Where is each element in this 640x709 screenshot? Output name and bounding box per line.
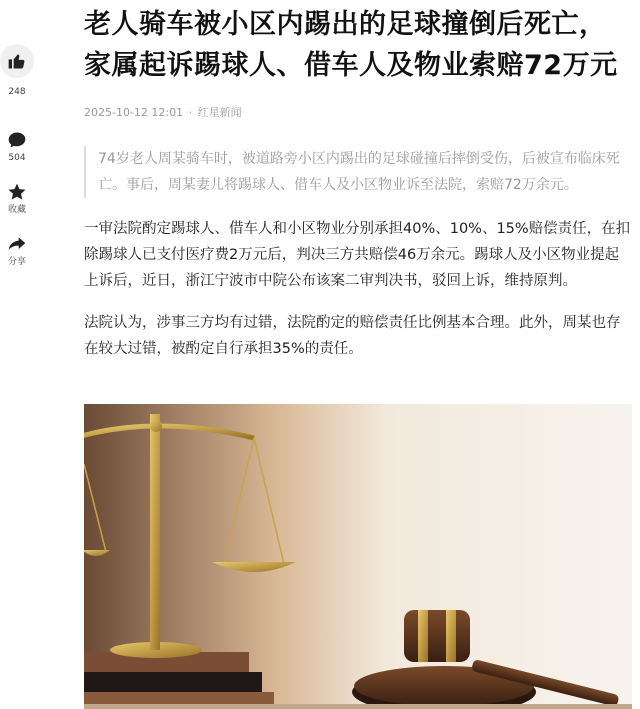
like-count: 248 xyxy=(8,87,26,97)
comment-action[interactable] xyxy=(0,130,34,163)
share-label: 分享 xyxy=(7,257,26,267)
comment-count: 504 xyxy=(8,153,26,163)
article xyxy=(84,0,632,377)
share-icon xyxy=(7,234,27,254)
like-action[interactable] xyxy=(0,44,34,97)
justice-scale-gavel-illustration xyxy=(84,404,632,709)
share-action[interactable] xyxy=(0,234,34,267)
article-image[interactable] xyxy=(84,404,632,709)
collect-label: 收藏 xyxy=(7,205,26,215)
source-name[interactable]: 红星新闻 xyxy=(197,106,242,119)
meta-separator: · xyxy=(188,106,193,119)
comment-icon xyxy=(7,130,27,150)
thumbs-up-icon xyxy=(7,51,27,71)
star-icon xyxy=(7,182,27,202)
publish-date: 2025-10-12 12:01 xyxy=(84,106,184,119)
collect-action[interactable] xyxy=(0,182,34,215)
article-meta xyxy=(84,104,632,120)
gavel-head xyxy=(404,610,470,662)
article-summary: 74岁老人周某骑车时，被道路旁小区内踢出的足球碰撞后摔倒受伤，后被宣布临床死亡。事后，周某妻儿将踢球人、借车人及小区物业诉至法院，索赔72万余元。 xyxy=(84,146,626,198)
article-paragraph: 一审法院酌定踢球人、借车人和小区物业分别承担40%、10%、15%赔偿责任，在扣除踢球人已支付医疗费2万元后，判决三方共赔偿46万余元。踢球人及小区物业提起上诉后，近日，浙江宁波市中院公布该案二审判决书，驳回上诉，维持原判。 xyxy=(84,221,631,289)
article-title: 老人骑车被小区内踢出的足球撞倒后死亡，家属起诉踢球人、借车人及物业索赔72万元 xyxy=(84,9,618,81)
like-button[interactable] xyxy=(0,44,34,78)
scale-pillar xyxy=(150,414,160,650)
article-paragraph: 法院认为，涉事三方均有过错，法院酌定的赔偿责任比例基本合理。此外，周某也存在较大过错，被酌定自行承担35%的责任。 xyxy=(84,315,621,357)
